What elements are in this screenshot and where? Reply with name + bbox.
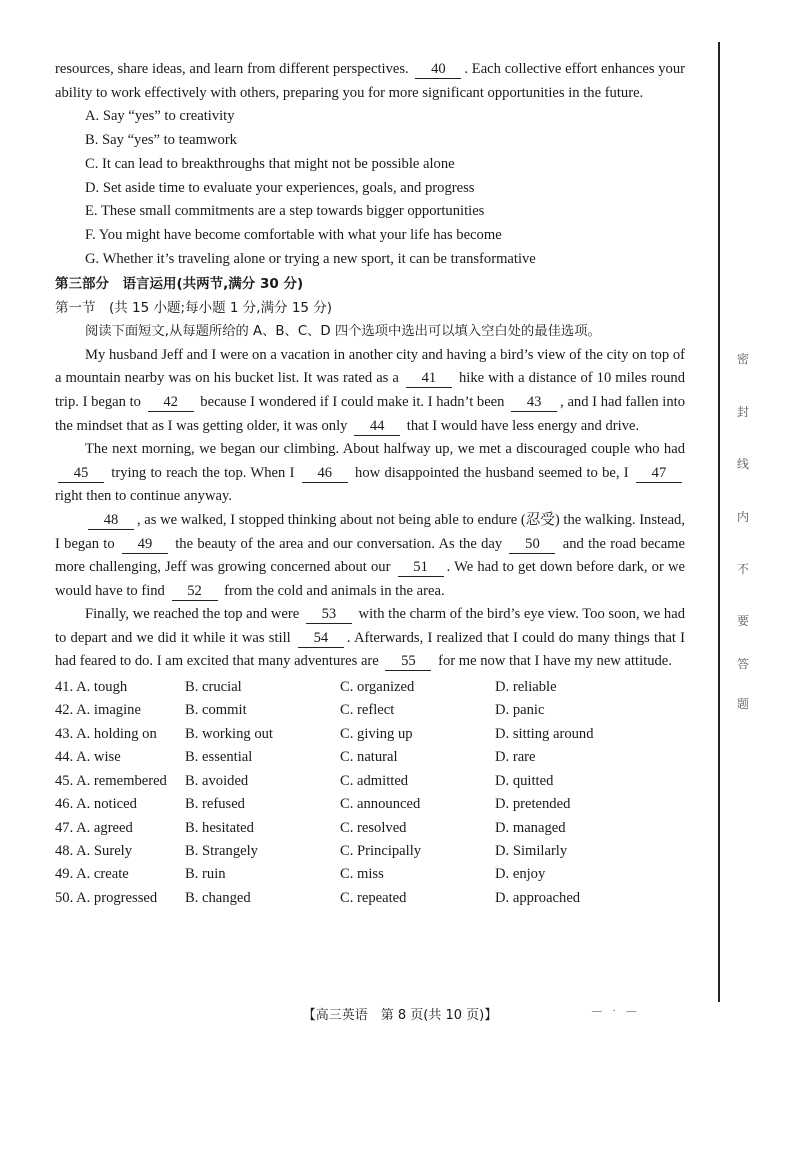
side-char: 要	[736, 614, 749, 628]
blank-41: 41	[406, 370, 452, 388]
choice-d: D. Similarly	[495, 842, 568, 859]
cloze-paragraph-3	[55, 509, 685, 603]
page-content	[55, 58, 685, 910]
choice-b: B. hesitated	[185, 819, 254, 836]
blank-47: 47	[636, 465, 682, 483]
choice-c: C. miss	[340, 866, 384, 883]
choice-d: D. managed	[495, 819, 566, 836]
cloze-text: hike with a distance of 10 miles round trip. I began to	[55, 370, 685, 410]
option-g: G. Whether it’s traveling alone or trying a new sport, it can be transformative	[85, 250, 536, 267]
choice-a: 46. A. noticed	[55, 796, 137, 813]
cloze-text: the beauty of the area and our conversation. As the day	[175, 535, 503, 552]
choice-a: 48. A. Surely	[55, 842, 133, 859]
choice-row	[55, 770, 685, 793]
choice-b: B. ruin	[185, 866, 226, 883]
blank-55: 55	[385, 653, 431, 671]
cloze-text: . We had to get down before dark, or we would have to find	[55, 559, 685, 599]
cloze-text: right then to continue anyway.	[55, 488, 232, 505]
option-a: A. Say “yes” to creativity	[85, 108, 235, 125]
option-list	[55, 105, 685, 272]
choice-row	[55, 887, 685, 910]
cloze-text: for me now that I have my new attitude.	[438, 653, 672, 670]
choice-a: 44. A. wise	[55, 749, 121, 766]
blank-52: 52	[172, 583, 218, 601]
choice-c: C. admitted	[340, 772, 409, 789]
choice-d: D. rare	[495, 749, 536, 766]
choice-c: C. organized	[340, 679, 415, 696]
side-char: 内	[736, 510, 749, 524]
choice-c: C. repeated	[340, 889, 407, 906]
side-char: 封	[736, 405, 749, 419]
choice-row	[55, 746, 685, 769]
option-f: F. You might have become comfortable with what your life has become	[85, 227, 502, 244]
blank-48: 48	[88, 512, 134, 530]
side-char: 不	[736, 562, 749, 576]
passage-end	[55, 58, 685, 105]
cloze-text: , and I had fallen into the mindset that as I was getting older, it was only	[55, 393, 686, 434]
blank-49: 49	[122, 536, 168, 554]
choice-c: C. giving up	[340, 725, 413, 742]
option-c: C. It can lead to breakthroughs that might not be possible alone	[85, 155, 455, 172]
blank-53: 53	[306, 606, 352, 624]
choice-row	[55, 676, 685, 699]
section-subheading: 第一节 (共 15 小题;每小题 1 分,满分 15 分)	[55, 299, 333, 316]
choice-row	[55, 793, 685, 816]
choice-b: B. crucial	[185, 679, 242, 696]
choice-c: C. announced	[340, 796, 421, 813]
blank-46: 46	[302, 465, 348, 483]
choice-a: 49. A. create	[55, 866, 129, 883]
instruction: 阅读下面短文,从每题所给的 A、B、C、D 四个选项中选出可以填入空白处的最佳选项。	[85, 323, 601, 339]
part-heading: 第三部分 语言运用(共两节,满分 30 分)	[55, 275, 304, 292]
cloze-text: from the cold and animals in the area.	[224, 582, 445, 599]
choice-row	[55, 817, 685, 840]
choice-a: 45. A. remembered	[55, 772, 167, 789]
cloze-text: how disappointed the husband seemed to be, I	[355, 464, 629, 481]
choice-b: B. avoided	[185, 772, 249, 789]
blank-43: 43	[511, 394, 557, 412]
choice-d: D. approached	[495, 889, 581, 906]
cloze-text: Finally, we reached the top and were	[85, 606, 300, 623]
cloze-text: that I would have less energy and drive.	[406, 417, 640, 434]
option-e: E. These small commitments are a step towards bigger opportunities	[85, 203, 485, 220]
blank-44: 44	[354, 418, 400, 436]
choice-row	[55, 723, 685, 746]
choice-c: C. natural	[340, 749, 398, 766]
passage-text: . Each collective effort enhances your ability to work effectively with others, preparing you for more significant opportunities in the future.	[55, 61, 685, 101]
choice-c: C. reflect	[340, 702, 395, 719]
choice-a: 50. A. progressed	[55, 889, 158, 906]
blank-54: 54	[298, 630, 344, 648]
blank-51: 51	[398, 559, 444, 577]
choice-a: 41. A. tough	[55, 679, 128, 696]
choice-b: B. refused	[185, 796, 245, 813]
footer-marks: — · —	[592, 1006, 641, 1017]
option-d: D. Set aside time to evaluate your experiences, goals, and progress	[85, 179, 475, 196]
choice-d: D. sitting around	[495, 725, 594, 742]
side-char: 题	[736, 697, 749, 711]
choice-table	[55, 676, 685, 910]
cloze-text: The next morning, we began our climbing. About halfway up, we met a discouraged couple who had	[85, 441, 685, 458]
choice-d: D. quitted	[495, 772, 554, 789]
cloze-paragraph-4	[55, 603, 685, 674]
blank-50: 50	[509, 536, 555, 554]
choice-a: 42. A. imagine	[55, 702, 141, 719]
choice-d: D. reliable	[495, 679, 557, 696]
cloze-paragraph-1	[55, 344, 685, 438]
cloze-text: . Afterwards, I realized that I could do many things that I had feared to do. I am excited that many adventures are	[55, 629, 685, 670]
choice-row	[55, 863, 685, 886]
passage-text: resources, share ideas, and learn from different perspectives.	[55, 61, 409, 77]
choice-d: D. enjoy	[495, 866, 546, 883]
choice-b: B. working out	[185, 725, 273, 742]
blank-40: 40	[415, 61, 461, 79]
blank-45: 45	[58, 465, 104, 483]
side-char: 线	[736, 457, 749, 471]
cloze-text: with the charm of the bird’s eye view. Too soon, we had to depart and we did it while it was still	[55, 606, 685, 646]
choice-b: B. essential	[185, 749, 253, 766]
option-b: B. Say “yes” to teamwork	[85, 131, 237, 148]
choice-a: 47. A. agreed	[55, 819, 133, 836]
choice-b: B. changed	[185, 889, 251, 906]
choice-b: B. commit	[185, 702, 247, 719]
side-char: 密	[736, 352, 749, 366]
choice-c: C. Principally	[340, 842, 422, 859]
cloze-text: because I wondered if I could make it. I hadn’t been	[200, 393, 505, 410]
cloze-text: trying to reach the top. When I	[111, 464, 295, 481]
cloze-text: My husband Jeff and I were on a vacation in another city and having a bird’s view of the city on top of a mountain nearby was on his bucket list. It was rated as a	[55, 346, 685, 387]
cloze-text: , as we walked, I stopped thinking about not being able to endure (忍受) the walking. Instead, I began to	[55, 511, 685, 552]
cloze-paragraph-2	[55, 438, 685, 509]
page-footer: 【高三英语 第 8 页(共 10 页)】	[302, 1008, 498, 1023]
choice-c: C. resolved	[340, 819, 407, 836]
side-char: 答	[736, 657, 749, 671]
cloze-text: and the road became more challenging, Jeff was growing concerned about our	[55, 535, 686, 576]
blank-42: 42	[148, 394, 194, 412]
choice-a: 43. A. holding on	[55, 725, 157, 742]
choice-b: B. Strangely	[185, 842, 258, 859]
choice-row	[55, 699, 685, 722]
choice-d: D. panic	[495, 702, 545, 719]
choice-d: D. pretended	[495, 796, 571, 813]
choice-row	[55, 840, 685, 863]
